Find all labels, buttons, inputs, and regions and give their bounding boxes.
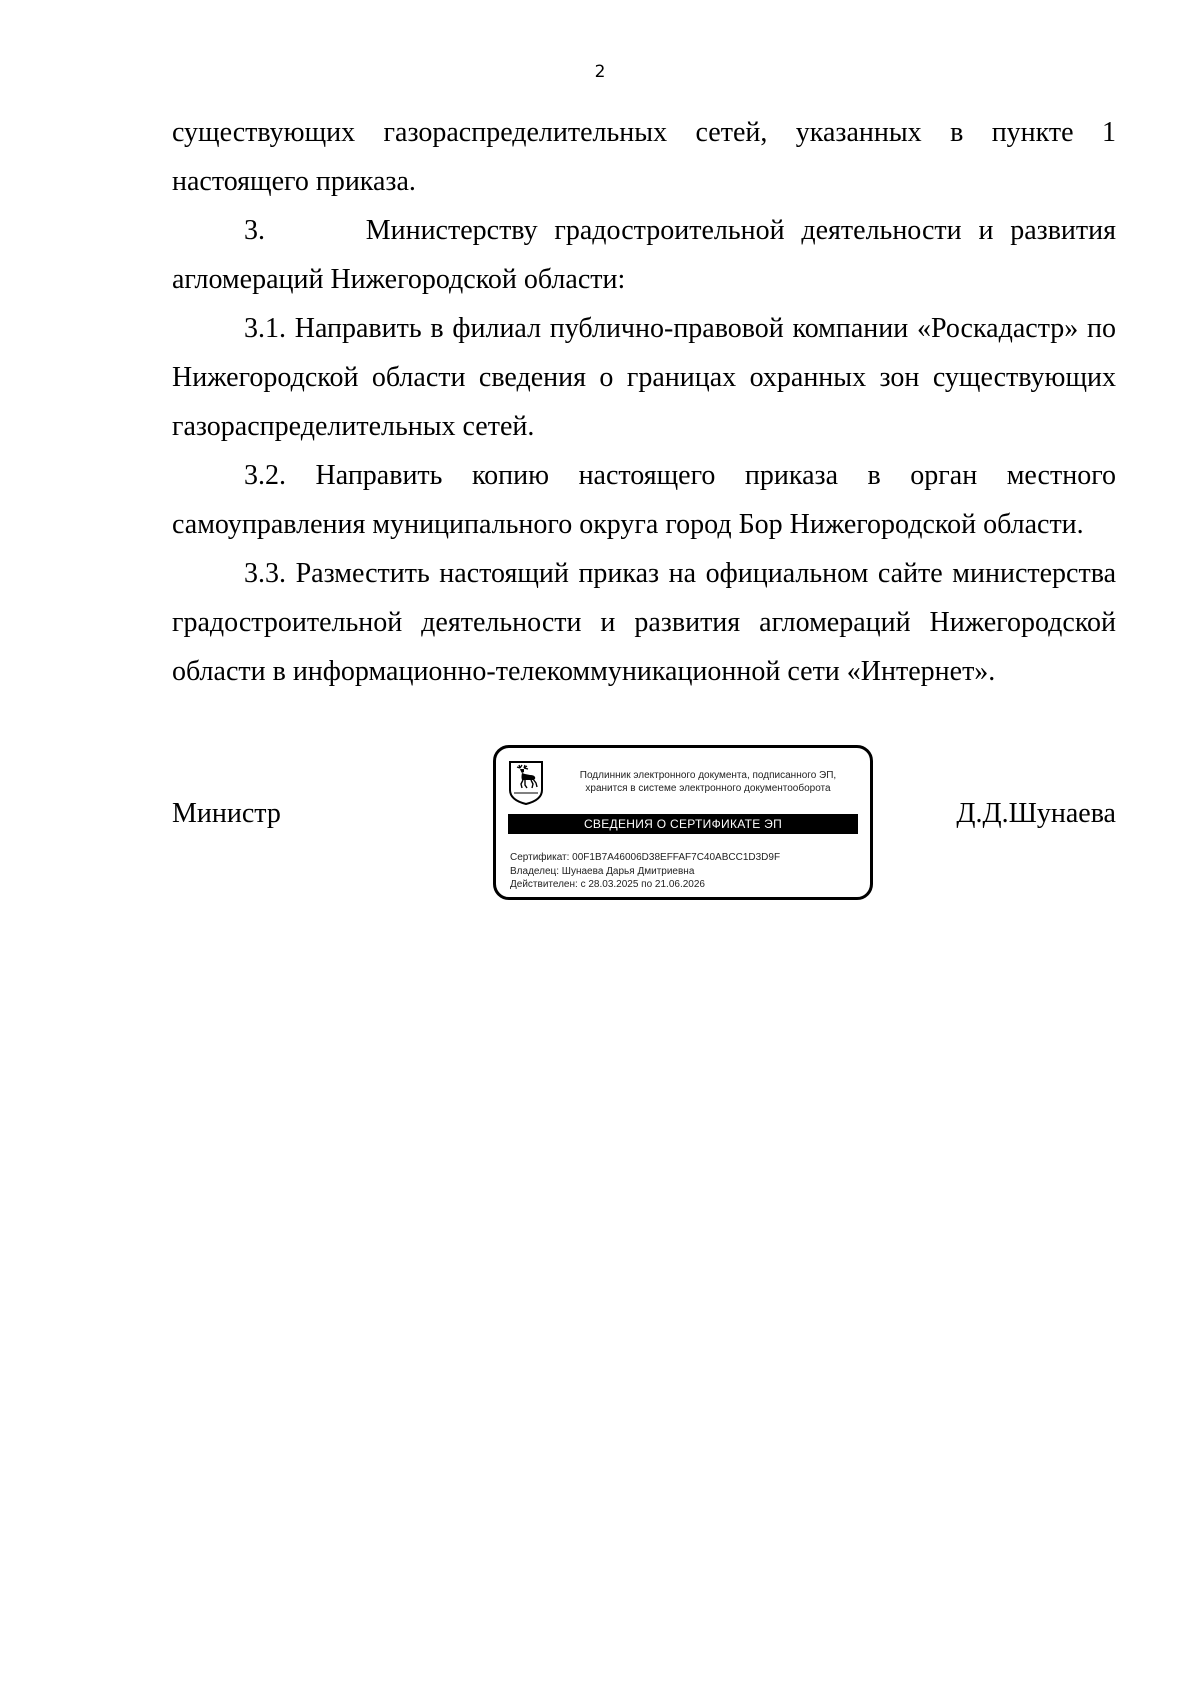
certificate-number: Сертификат: 00F1B7A46006D38EFFAF7C40ABCC1D3D9F [510,852,781,863]
paragraph-3: 3. Министерству градостроительной деятельности и развития агломераций Нижегородской области: [172,215,1116,295]
electronic-signature-stamp [493,745,873,900]
stamp-header-line-1: Подлинник электронного документа, подписанного ЭП, [579,770,837,781]
stamp-title-band: СВЕДЕНИЯ О СЕРТИФИКАТЕ ЭП [508,814,858,834]
certificate-validity: Действителен: с 28.03.2025 по 21.06.2026 [510,879,705,890]
document-body [172,108,1116,696]
page-number: 2 [594,62,606,82]
coat-of-arms-icon [508,760,544,806]
paragraph-3-1: 3.1. Направить в филиал публично-правовой компании «Роскадастр» по Нижегородской области сведения о границах охранных зон существующих газораспределительных сетей. [172,313,1116,442]
certificate-owner: Владелец: Шунаева Дарья Дмитриевна [510,865,695,877]
paragraph-1-continuation: существующих газораспределительных сетей, указанных в пункте 1 настоящего приказа. [172,117,1116,197]
stamp-header [558,769,858,795]
signatory-position: Министр [172,798,281,829]
paragraph-3-2: 3.2. Направить копию настоящего приказа в орган местного самоуправления муниципального округа город Бор Нижегородской области. [172,460,1116,540]
signatory-name: Д.Д.Шунаева [956,798,1116,829]
stamp-header-line-2: хранится в системе электронного документооборота [585,783,831,794]
paragraph-3-3: 3.3. Разместить настоящий приказ на официальном сайте министерства градостроительной деятельности и развития агломераций Нижегородской области в информационно-телекоммуникационной сети «Интернет». [172,558,1116,687]
stamp-certificate-details [510,851,860,892]
